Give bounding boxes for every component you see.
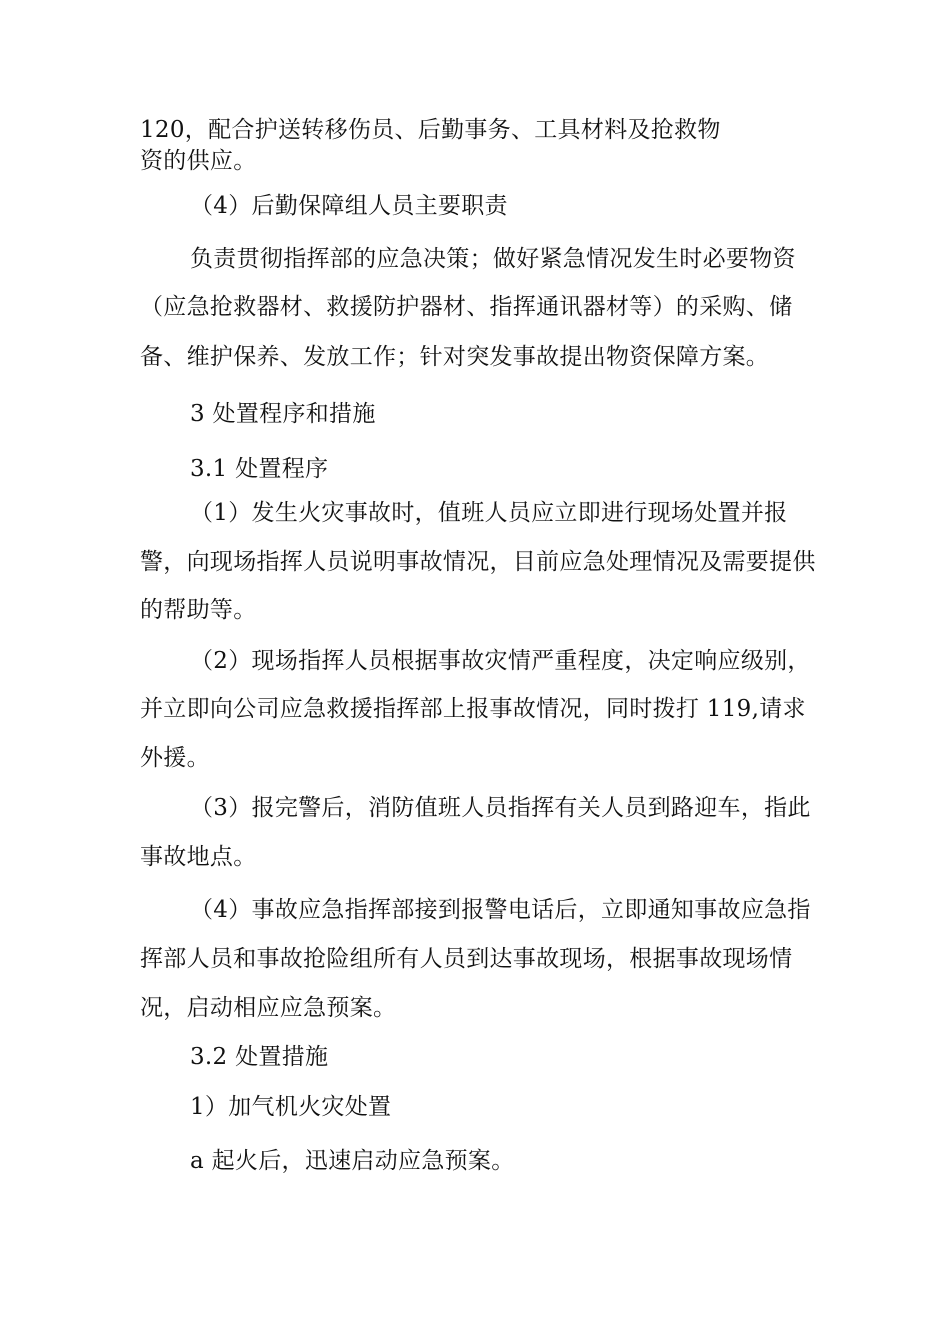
text-line: 并立即向公司应急救援指挥部上报事故情况，同时拨打 119,请求 bbox=[140, 696, 806, 722]
text-line: 资的供应。 bbox=[140, 148, 257, 174]
text-line: 外援。 bbox=[140, 745, 210, 771]
section-heading: （4）后勤保障组人员主要职责 bbox=[190, 193, 508, 219]
text-line: 事故地点。 bbox=[140, 844, 257, 870]
text-line: （应急抢救器材、救援防护器材、指挥通讯器材等）的采购、储 bbox=[140, 294, 793, 320]
text-line: 警，向现场指挥人员说明事故情况，目前应急处理情况及需要提供 bbox=[140, 549, 816, 575]
section-heading: 3 处置程序和措施 bbox=[190, 401, 376, 427]
text-line: 的帮助等。 bbox=[140, 597, 257, 623]
text-line: 120，配合护送转移伤员、后勤事务、工具材料及抢救物 bbox=[140, 117, 721, 143]
text-line: 况，启动相应应急预案。 bbox=[140, 995, 397, 1021]
text-line: （3）报完警后，消防值班人员指挥有关人员到路迎车，指此 bbox=[190, 795, 811, 821]
section-heading: 1）加气机火灾处置 bbox=[190, 1094, 392, 1120]
text-line: （2）现场指挥人员根据事故灾情严重程度，决定响应级别， bbox=[190, 648, 811, 674]
text-line: 挥部人员和事故抢险组所有人员到达事故现场，根据事故现场情 bbox=[140, 946, 793, 972]
text-line: a 起火后，迅速启动应急预案。 bbox=[190, 1148, 515, 1174]
section-heading: 3.1 处置程序 bbox=[190, 456, 329, 482]
text-line: （4）事故应急指挥部接到报警电话后，立即通知事故应急指 bbox=[190, 897, 811, 923]
text-line: 负责贯彻指挥部的应急决策；做好紧急情况发生时必要物资 bbox=[190, 246, 796, 272]
section-heading: 3.2 处置措施 bbox=[190, 1044, 329, 1070]
text-line: （1）发生火灾事故时，值班人员应立即进行现场处置并报 bbox=[190, 500, 788, 526]
text-line: 备、维护保养、发放工作；针对突发事故提出物资保障方案。 bbox=[140, 344, 770, 370]
